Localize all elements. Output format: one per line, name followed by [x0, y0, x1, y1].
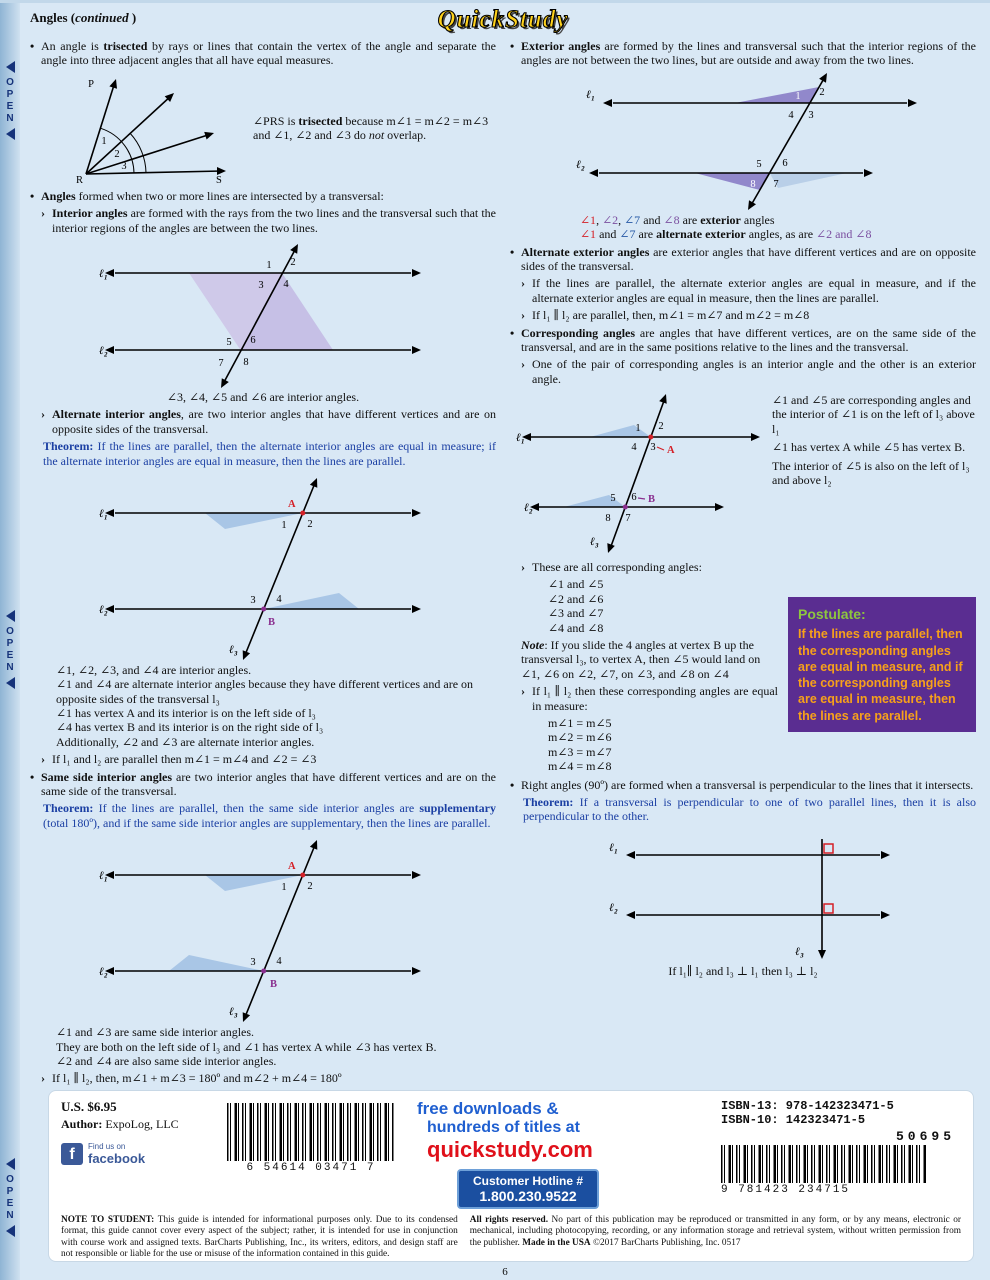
vertex-label-A: A [667, 445, 675, 457]
interior-angles-figure [93, 238, 433, 388]
vertex-label-A: A [288, 861, 296, 873]
all-rights-reserved: All rights reserved. No part of this publication may be reproduced or transmitted in any form, or by any means, electronic or mechanical, including photocopying, recording, or any information storage and retrieval system, without written permission from the publisher. Made in the USA ©2017 BarCharts Publishing, Inc. 0517 [469, 1215, 961, 1248]
corresponding-figure-row [514, 389, 976, 554]
postulate-box [788, 597, 976, 732]
facebook-label: facebook [88, 1151, 146, 1166]
line-label-l3: ℓ₃ [229, 1006, 238, 1019]
exterior-definition: • Exterior angles are formed by the lines and transversal such that the interior regions of the angles are not between the two lines, but are outside and away from the two lines. [510, 39, 976, 68]
page-header [30, 8, 976, 36]
perpendicular-caption: If l₁∥ l₂ and l₃ ⊥ l₁ then l₃ ⊥ l₂ [668, 963, 818, 978]
line-label-l2: ℓ₂ [99, 344, 108, 357]
same-side-if-parallel: › If l₁ ∥ l₂, then, m∠1 + m∠3 = 180º and m∠2 + m∠4 = 180º [41, 1071, 342, 1086]
trisected-definition: • An angle is trisected by rays or lines that contain the vertex of the angle and separate the angle into three adjacent angles that all have equal measures. [30, 39, 496, 68]
open-edge-bar [0, 3, 20, 1280]
line-label-l1: ℓ₁ [99, 507, 108, 520]
line-label-l2: ℓ₂ [99, 603, 108, 616]
interior-angles-figure-wrap [30, 238, 496, 388]
left-column [30, 36, 496, 1088]
angle-number: 3 [250, 594, 256, 606]
line-label-l3: ℓ₃ [795, 945, 804, 958]
corresponding-definition: • Corresponding angles are angles that have different vertices, are on the same side of the transversal, and are in the same positions relative to the lines and the transversal. [510, 325, 976, 354]
page-number: 6 [502, 1266, 508, 1278]
angle-number: 3 [808, 109, 814, 121]
corresponding-pair-note: › One of the pair of corresponding angles is an interior angle and the other is an exterior angle. [521, 357, 976, 386]
triangle-icon [6, 610, 15, 622]
two-column-body [30, 36, 976, 1088]
triangle-icon [6, 677, 15, 689]
angle-number: 4 [788, 109, 794, 121]
angle-number: 5 [610, 493, 616, 505]
corresponding-equations-list: m∠1 = m∠5 m∠2 = m∠6 m∠3 = m∠7 m∠4 = m∠8 [548, 715, 612, 774]
angle-number: 6 [631, 492, 637, 504]
right-column [510, 36, 976, 1088]
same-side-theorem: Theorem: If the lines are parallel, then the same side interior angles are supplementary (total 180º), and if the same side interior angles are supplementary, then the lines are parallel. [43, 801, 496, 830]
angle-number: 4 [276, 956, 282, 968]
point-label-S: S [216, 174, 222, 186]
angle-number: 4 [631, 442, 637, 454]
line-label-l2: ℓ₂ [524, 502, 533, 515]
trisected-angle-figure [64, 71, 239, 186]
isbn-10: ISBN-10: 142323471-5 [721, 1113, 866, 1127]
corresponding-side-notes: ∠1 and ∠5 are corresponding angles and the interior of ∠1 is on the left of l₃ above l₁ ∠1 has vertex A while ∠5 has vertex B. The interior of ∠5 is also on the left of l₃ and above l₂ [772, 393, 975, 488]
right-angles-definition: • Right angles (90º) are formed when a transversal is perpendicular to the lines that it intersects. [510, 777, 974, 792]
line-label-l2: ℓ₂ [609, 901, 618, 914]
alternate-interior-if-parallel: › If l₁ and l₂ are parallel then m∠1 = m∠4 and ∠2 = ∠3 [41, 752, 317, 767]
exterior-figure-captions: ∠1, ∠2, ∠7 and ∠8 are exterior angles ∠1 and ∠7 are alternate exterior angles, as are ∠2 and ∠8 [580, 212, 872, 242]
angle-number: 4 [283, 278, 289, 290]
angle-number: 8 [750, 178, 756, 190]
angle-number: 2 [658, 421, 664, 433]
angle-number: 1 [795, 90, 801, 102]
price-author-block [61, 1099, 211, 1209]
vertex-label-B: B [648, 494, 656, 506]
same-side-notes: ∠1 and ∠3 are same side interior angles. They are both on the left side of l₃ and ∠1 has vertex A while ∠3 has vertex B. ∠2 and ∠4 are also same side interior angles. [56, 1025, 437, 1068]
line-label-l1: ℓ₁ [586, 88, 595, 101]
angle-number: 4 [276, 593, 282, 605]
angle-number: 3 [121, 160, 127, 172]
same-side-definition: • Same side interior angles are two interior angles that have different vertices and are on the same side of the transversal. [30, 769, 497, 799]
trisected-figure-caption: ∠PRS is trisected because m∠1 = m∠2 = m∠3 and ∠1, ∠2 and ∠3 do not overlap. [253, 113, 489, 143]
triangle-icon [6, 128, 15, 140]
footer-legal-row [61, 1215, 961, 1260]
vertex-label-B: B [270, 979, 278, 991]
angle-number: 1 [266, 259, 272, 271]
footer-panel [48, 1090, 974, 1262]
footer-top-row [61, 1099, 961, 1209]
triangle-icon [6, 1225, 15, 1237]
angle-number: 6 [782, 157, 788, 169]
line-label-l1: ℓ₁ [99, 267, 108, 280]
angle-number: 3 [258, 279, 264, 291]
angle-number: 3 [250, 957, 256, 969]
alternate-interior-figure-wrap [30, 471, 496, 661]
angle-number: 8 [605, 513, 611, 525]
interior-angles-definition: › Interior angles are formed with the rays from the two lines and the transversal such that the interior regions of the angles are between the two lines. [41, 206, 496, 235]
angle-number: 1 [101, 135, 107, 147]
angle-number: 3 [650, 442, 656, 454]
angle-number: 1 [281, 882, 287, 894]
facebook-icon: f [61, 1143, 83, 1165]
alternate-exterior-equation: › If l₁ ∥ l₂ are parallel, then, m∠1 = m∠7 and m∠2 = m∠8 [521, 308, 810, 323]
angle-number: 1 [635, 423, 641, 435]
ean-digits: 9 781423 234715 [721, 1184, 851, 1196]
corresponding-lists-and-postulate [510, 557, 976, 774]
postulate-title: Postulate: [798, 606, 866, 623]
corresponding-equal-head: › If l₁ ∥ l₂ then these corresponding angles are equal in measure: [521, 684, 778, 713]
quickstudy-url: quickstudy.com [427, 1137, 593, 1162]
angle-number: 1 [281, 519, 287, 531]
facebook-badge [61, 1142, 211, 1166]
open-tab: O P E N [6, 58, 15, 143]
line-label-l3: ℓ₃ [229, 643, 238, 656]
corresponding-lists [510, 557, 778, 774]
triangle-icon [6, 61, 15, 73]
promo-block [411, 1099, 705, 1209]
quickstudy-logo: QuickStudy [437, 6, 569, 33]
postulate-body: If the lines are parallel, then the corresponding angles are equal in measure, and if the corresponding angles are equal in measure, then the lines are parallel. [798, 627, 963, 723]
line-label-l3: ℓ₃ [590, 536, 599, 549]
corresponding-pairs-list: ∠1 and ∠5 ∠2 and ∠6 ∠3 and ∠7 ∠4 and ∠8 [548, 577, 604, 635]
triangle-icon [6, 1158, 15, 1170]
promo-line-1: free downloads & [417, 1099, 559, 1118]
exterior-angles-figure-wrap [510, 71, 976, 211]
page-title: Angles (continued ) [30, 10, 137, 25]
line-label-l1: ℓ₁ [516, 432, 525, 445]
note-to-student: NOTE TO STUDENT: This guide is intended for informational purposes only. Due to its condensed format, this guide cannot cover every aspect of the subject; rather, it is intended for use in conjunction with course work and assigned texts. BarCharts Publishing, Inc., its writers, editors, and design staff are not responsible or liable for the use or misuse of the information contained in this guide. [61, 1215, 458, 1259]
angle-number: 2 [114, 148, 120, 160]
customer-hotline-box [457, 1169, 599, 1209]
point-label-R: R [76, 174, 84, 186]
vertex-label-B: B [268, 616, 276, 628]
same-side-figure-wrap [30, 833, 496, 1023]
all-corresponding-head: › These are all corresponding angles: [521, 560, 702, 575]
angle-number: 5 [756, 158, 762, 170]
angle-number: 2 [819, 86, 825, 98]
line-label-l1: ℓ₁ [99, 870, 108, 883]
angle-number: 6 [250, 334, 256, 346]
line-label-l2: ℓ₂ [99, 966, 108, 979]
angle-number: 2 [307, 881, 313, 893]
angle-number: 7 [218, 357, 224, 369]
angle-number: 2 [307, 518, 313, 530]
slide-note: Note: If you slide the 4 angles at vertex B up the transversal l₃, to vertex A, then ∠5 would land on ∠1, ∠6 on ∠2, ∠7, on ∠3, and ∠8 on ∠4 [521, 638, 761, 681]
angle-number: 7 [625, 513, 631, 525]
angles-formed-definition: • Angles formed when two or more lines are intersected by a transversal: [30, 188, 384, 203]
upc-digits: 6 54614 03471 7 [246, 1162, 376, 1174]
corresponding-angles-figure [514, 389, 764, 554]
hotline-label: Customer Hotline # [473, 1174, 584, 1188]
perpendicular-figure [588, 827, 898, 962]
alternate-interior-figure [93, 471, 433, 661]
angle-number: 5 [226, 336, 232, 348]
alternate-interior-theorem: Theorem: If the lines are parallel, then the alternate interior angles are equal in measure; if the alternate interior angles are equal in measure, then the lines are parallel. [43, 439, 496, 468]
line-label-l2: ℓ₂ [576, 158, 585, 171]
promo-line-2: hundreds of titles at [427, 1119, 580, 1136]
open-tab: O P E N [6, 1155, 15, 1240]
alternate-interior-notes: ∠1, ∠2, ∠3, and ∠4 are interior angles. ∠1 and ∠4 are alternate interior angles because they have different vertices and are on opposite sides of the transversal l₃ ∠1 has vertex A and its interior is on the left side of l₃ ∠4 has vertex B and its interior is on the right side of l₃ Additionally, ∠2 and ∠3 are alternate interior angles. [56, 662, 474, 749]
open-tab: O P E N [6, 607, 15, 692]
price: U.S. $6.95 [61, 1099, 117, 1114]
perpendicular-figure-wrap [510, 827, 976, 962]
upc-barcode [227, 1103, 395, 1161]
angle-number: 7 [773, 178, 779, 190]
point-label-P: P [88, 78, 94, 90]
isbn-13: ISBN-13: 978-142323471-5 [721, 1099, 894, 1113]
alternate-exterior-definition: • Alternate exterior angles are exterior angles that have different vertices and are on opposite sides of the transversal. [510, 244, 976, 273]
isbn-block [721, 1099, 961, 1209]
ean-barcode [721, 1145, 926, 1183]
facebook-find-us: Find us on [88, 1142, 126, 1151]
upc-barcode-block [227, 1099, 395, 1209]
hotline-number: 1.800.230.9522 [479, 1188, 577, 1204]
alternate-interior-definition: › Alternate interior angles, are two interior angles that have different vertices and are on opposite sides of the transversal. [41, 407, 496, 436]
trisected-angle-figure-row [64, 71, 496, 186]
perpendicular-theorem: Theorem: If a transversal is perpendicular to one of two parallel lines, then it is also perpendicular to the other. [523, 794, 976, 824]
author-line: Author: ExpoLog, LLC [61, 1117, 179, 1131]
line-label-l1: ℓ₁ [609, 841, 618, 854]
alternate-exterior-parallel-rule: › If the lines are parallel, the alternate exterior angles are equal in measure, and if the alternate exterior angles are equal in measure, then the lines are parallel. [521, 276, 976, 305]
angle-number: 8 [243, 356, 249, 368]
interior-angles-caption: ∠3, ∠4, ∠5 and ∠6 are interior angles. [166, 389, 360, 404]
exterior-angles-figure [563, 71, 923, 211]
vertex-label-A: A [288, 498, 296, 510]
page-content [20, 3, 990, 1280]
price-code: 50695 [895, 1129, 955, 1144]
angle-number: 2 [290, 256, 296, 268]
same-side-figure [93, 833, 433, 1023]
